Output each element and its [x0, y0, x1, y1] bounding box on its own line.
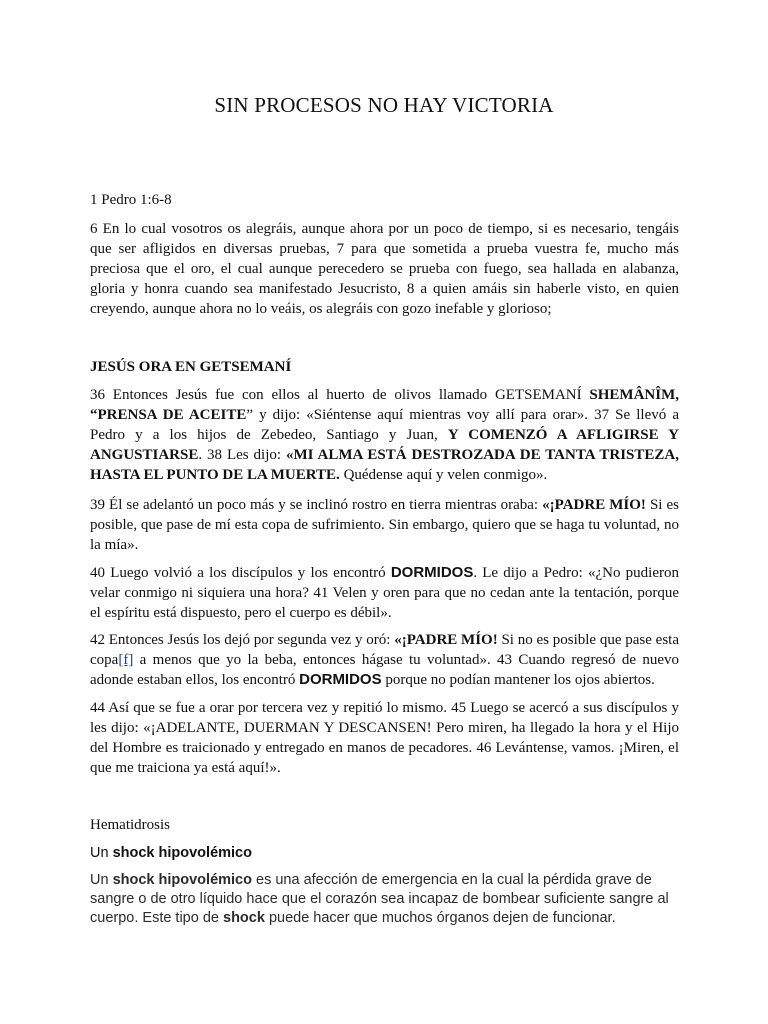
bold-run: shock hipovolémico [112, 845, 252, 861]
footnote-link[interactable]: [f] [118, 652, 134, 668]
passage-paragraph: 6 En lo cual vosotros os alegráis, aunque ahora por un poco de tiempo, si es necesario, tengáis que ser afligidos en diversas pruebas, 7 para que sometida a prueba vuestra fe, mucho más preciosa que el oro, el cual aunque perecedero se prueba con fuego, sea hallada en alabanza, gloria y honra cuando sea manifestado Jesucristo, 8 a quien amáis sin haberle visto, en quien creyendo, aunque ahora no lo veáis, os alegráis con gozo inefable y glorioso; [90, 221, 679, 317]
section-heading: JESÚS ORA EN GETSEMANÍ [90, 359, 292, 375]
text-run: puede hacer que muchos órganos dejen de funcionar. [264, 910, 616, 926]
text-run: ” y dijo: «Siéntense aquí mientras voy allí para orar». 37 Se llevó a Pedro y a los hijos de Zebedeo, Santiago y Juan, [90, 407, 679, 443]
shock-paragraph [90, 871, 679, 928]
bold-run: «¡PADRE MÍO! [394, 632, 498, 648]
text-run: Un [90, 845, 113, 861]
text-run: a menos que yo la beba, entonces hágase tu voluntad». 43 Cuando regresó de nuevo adonde estaban ellos, los encontró [90, 652, 679, 688]
bold-run: SHEMÂNÎM, “PRENSA DE ACEITE [90, 387, 679, 423]
bold-run: shock hipovolémico [112, 872, 252, 888]
bold-run: «MI ALMA ESTÁ DESTROZADA DE TANTA TRISTEZA, HASTA EL PUNTO DE LA MUERTE. [90, 447, 679, 483]
text-run: 42 Entonces Jesús los dejó por segunda vez y oró: [90, 632, 395, 648]
text-run: porque no podían mantener los ojos abiertos. [381, 672, 655, 688]
shock-title [90, 843, 679, 863]
text-run: Si es posible, que pase de mí esta copa de sufrimiento. Sin embargo, quiero que se haga tu voluntad, no la mía». [90, 497, 679, 553]
bible-reference: 1 Pedro 1:6-8 [90, 192, 172, 208]
bold-run: DORMIDOS [299, 671, 382, 688]
paragraph-44: 44 Así que se fue a orar por tercera vez y repitió lo mismo. 45 Luego se acercó a sus discípulos y les dijo: «¡ADELANTE, DUERMAN Y DESCANSEN! Pero miren, ha llegado la hora y el Hijo del Hombre es traicionado y entregado en manos de pecadores. 46 Levántense, vamos. ¡Miren, el que me traiciona ya está aquí!». [90, 700, 679, 776]
text-run: 40 Luego volvió a los discípulos y los encontró [90, 565, 391, 581]
text-run: 36 Entonces Jesús fue con ellos al huerto de olivos llamado GETSEMANÍ [90, 387, 590, 403]
text-run: Quédense aquí y velen conmigo». [339, 467, 548, 483]
text-run: Si no es posible que pase esta copa [90, 632, 679, 668]
text-run: . Le dijo a Pedro: «¿No pudieron velar conmigo ni siquiera una hora? 41 Velen y oren para que no cedan ante la tentación, porque el espíritu está dispuesto, pero el cuerpo es débil». [90, 565, 679, 621]
text-run: es una afección de emergencia en la cual la pérdida grave de sangre o de otro líquido hace que el corazón sea incapaz de bombear suficiente sangre al cuerpo. Este tipo de [90, 872, 669, 926]
text-run: 39 Él se adelantó un poco más y se inclinó rostro en tierra mientras oraba: [90, 497, 543, 513]
text-run: . 38 Les dijo: [198, 447, 286, 463]
paragraph-42 [90, 630, 679, 690]
text-run: Un [90, 872, 113, 888]
bold-run: Y COMENZÓ A AFLIGIRSE Y ANGUSTIARSE [90, 427, 679, 463]
hematidrosis-heading: Hematidrosis [90, 817, 170, 833]
document-title: SIN PROCESOS NO HAY VICTORIA [214, 93, 554, 117]
bold-run: DORMIDOS [390, 564, 474, 581]
bold-run: «¡PADRE MÍO! [542, 497, 646, 513]
paragraph-36 [90, 385, 679, 485]
bold-run: shock [223, 910, 265, 926]
paragraph-40 [90, 563, 679, 623]
paragraph-39 [90, 495, 679, 555]
